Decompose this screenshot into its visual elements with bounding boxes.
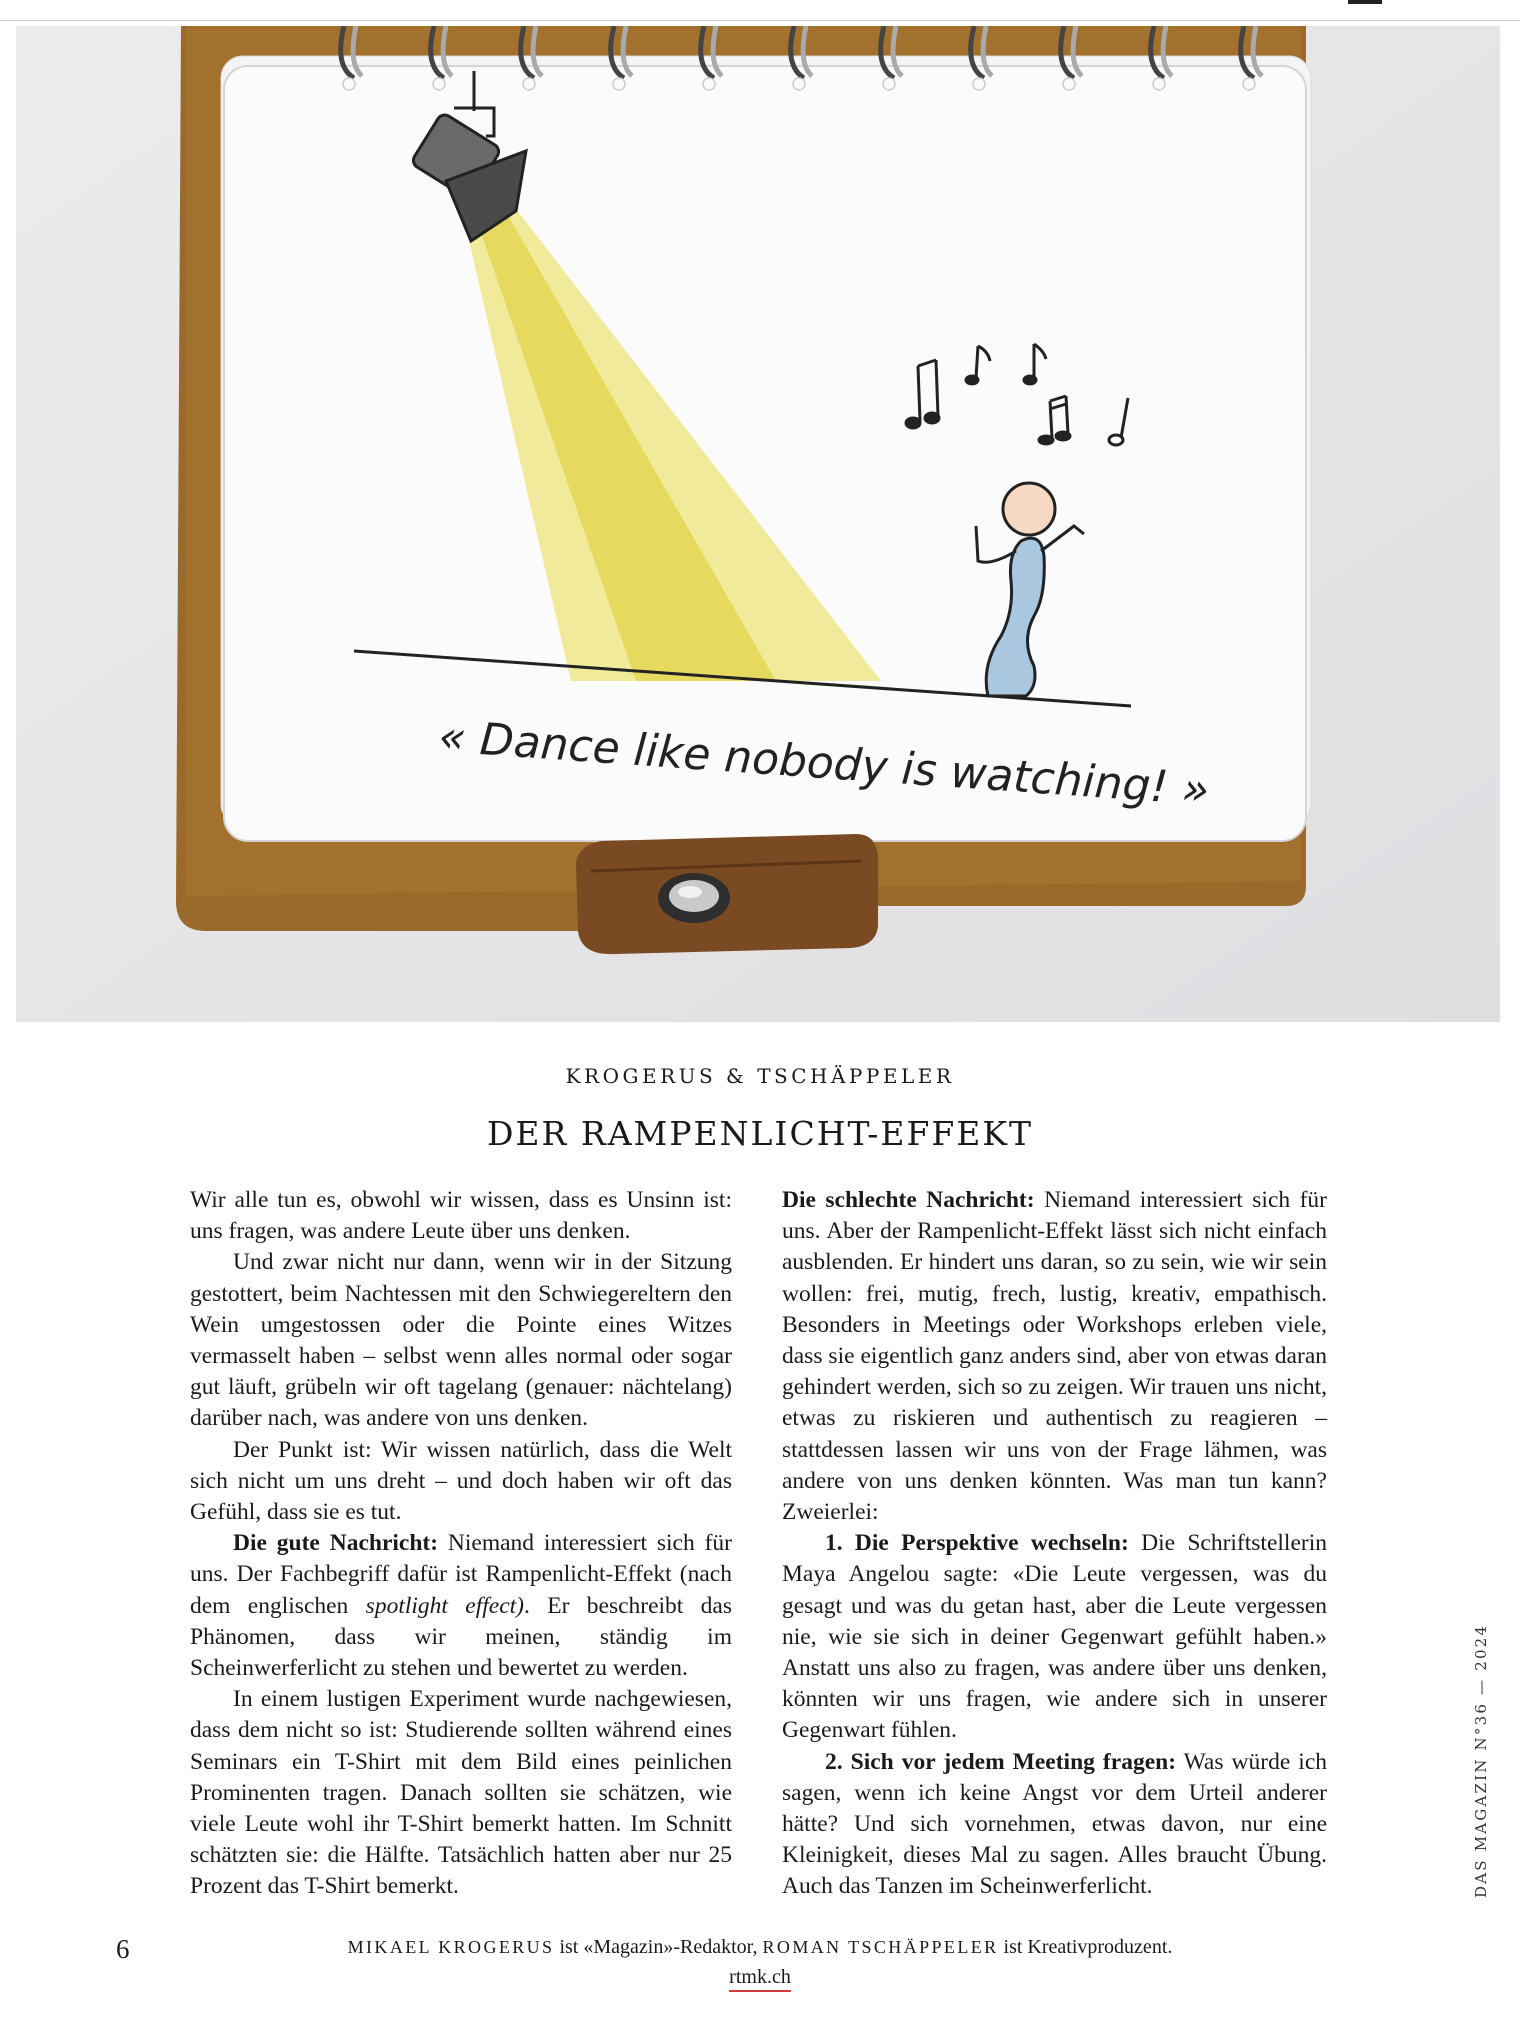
paragraph-label: 2. Sich vor jedem Meeting fragen: [825, 1748, 1177, 1775]
hero-image [16, 26, 1500, 1022]
paragraph: Die gute Nachricht: Niemand interessiert sich für uns. Der Fachbegriff dafür ist Rampenlicht-Effekt (nach dem englischen spotlight effect). Er beschreibt das Phänomen, dass wir meinen, ständig im Scheinwerferlicht zu stehen und bewertet zu werden. [190, 1530, 733, 1682]
paragraph-label: Die gute Nachricht: [233, 1530, 439, 1557]
page-number: 6 [116, 1934, 130, 1964]
author-credit: MIKAEL KROGERUS ist «Magazin»-Redaktor, ROMAN TSCHÄPPELER ist Kreativproduzent. [347, 1936, 1173, 1958]
paragraph: In einem lustigen Experiment wurde nachgewiesen, dass dem nicht so ist: Studierende sollten während eines Seminars ein T-Shirt mit dem Bild eines peinlichen Prominenten tragen. Danach sollten sie schätzen, wie viele Leute wohl ihr T-Shirt bemerkt hatten. Im Schnitt schätzten sie: die Hälfte. Tatsächlich hatten aber nur 25 Prozent das T-Shirt bemerkt. [190, 1686, 732, 1900]
paragraph-label: Die schlechte Nachricht: [782, 1187, 1035, 1213]
magazine-issue-label: DAS MAGAZIN N°36 — 2024 [1472, 1623, 1490, 1898]
paragraph-label: 1. Die Perspektive wechseln: [825, 1530, 1129, 1557]
article-kicker: KROGERUS & TSCHÄPPELER [565, 1064, 955, 1088]
notebook-quote: « Dance like nobody is watching! » [437, 711, 1211, 816]
paragraph: Der Punkt ist: Wir wissen natürlich, dass die Welt sich nicht um uns dreht – und doch haben wir oft das Gefühl, dass sie es tut. [190, 1436, 732, 1526]
paragraph: Und zwar nicht nur dann, wenn wir in der Sitzung gestottert, beim Nachtessen mit den Schwiegereltern den Wein umgestossen oder die Pointe eines Witzes vermasselt haben – selbst wenn alles normal oder sogar gut läuft, grübeln wir oft tagelang (genauer: nächtelang) darüber nach, was andere von uns denken. [190, 1249, 732, 1432]
top-bar-mark [1348, 0, 1382, 4]
paragraph: 1. Die Perspektive wechseln: Die Schriftstellerin Maya Angelou sagte: «Die Leute vergessen, was du gesagt und was du getan hast, aber die Leute vergessen nie, wie sie sich in deiner Gegenwart gefühlt haben.» Anstatt uns also zu fragen, was andere über uns denken, könnten wir uns fragen, wie andere sich in unserer Gegenwart fühlen. [782, 1530, 1327, 1744]
paragraph: 2. Sich vor jedem Meeting fragen: Was würde ich sagen, wenn ich keine Angst vor dem Urteil anderer hätte? Und sich vornehmen, etwas davon, nur eine Kleinigkeit, dieses Mal zu sagen. Alles braucht Übung. Auch das Tanzen im Scheinwerferlicht. [782, 1748, 1327, 1900]
notebook-illustration [16, 26, 1500, 1022]
website-link[interactable]: rtmk.ch [0, 1966, 1520, 1989]
notebook-page [224, 66, 1306, 841]
paragraph: Wir alle tun es, obwohl wir wissen, dass es Unsinn ist: uns fragen, was andere Leute über uns denken. [190, 1187, 732, 1245]
article-column-left [190, 1185, 732, 1903]
paragraph: Die schlechte Nachricht: Niemand interessiert sich für uns. Aber der Rampenlicht-Effekt lässt sich nicht einfach ausblenden. Er hindert uns daran, so zu sein, wie wir sein wollen: frei, mutig, frech, lustig, kreativ, empathisch. Besonders in Meetings oder Workshops erleben viele, dass sie eigentlich ganz anders sind, aber von etwas daran gehindert werden, sich so zu zeigen. Wir trauen uns nicht, etwas zu riskieren und authentisch zu reagieren – stattdessen lassen wir uns von der Frage lähmen, was andere von uns denken könnten. Was man tun kann? Zweierlei: [782, 1187, 1328, 1526]
top-bar [0, 0, 1520, 21]
article-title: DER RAMPENLICHT-EFFEKT [486, 1114, 1034, 1153]
article-column-right [782, 1185, 1327, 1903]
